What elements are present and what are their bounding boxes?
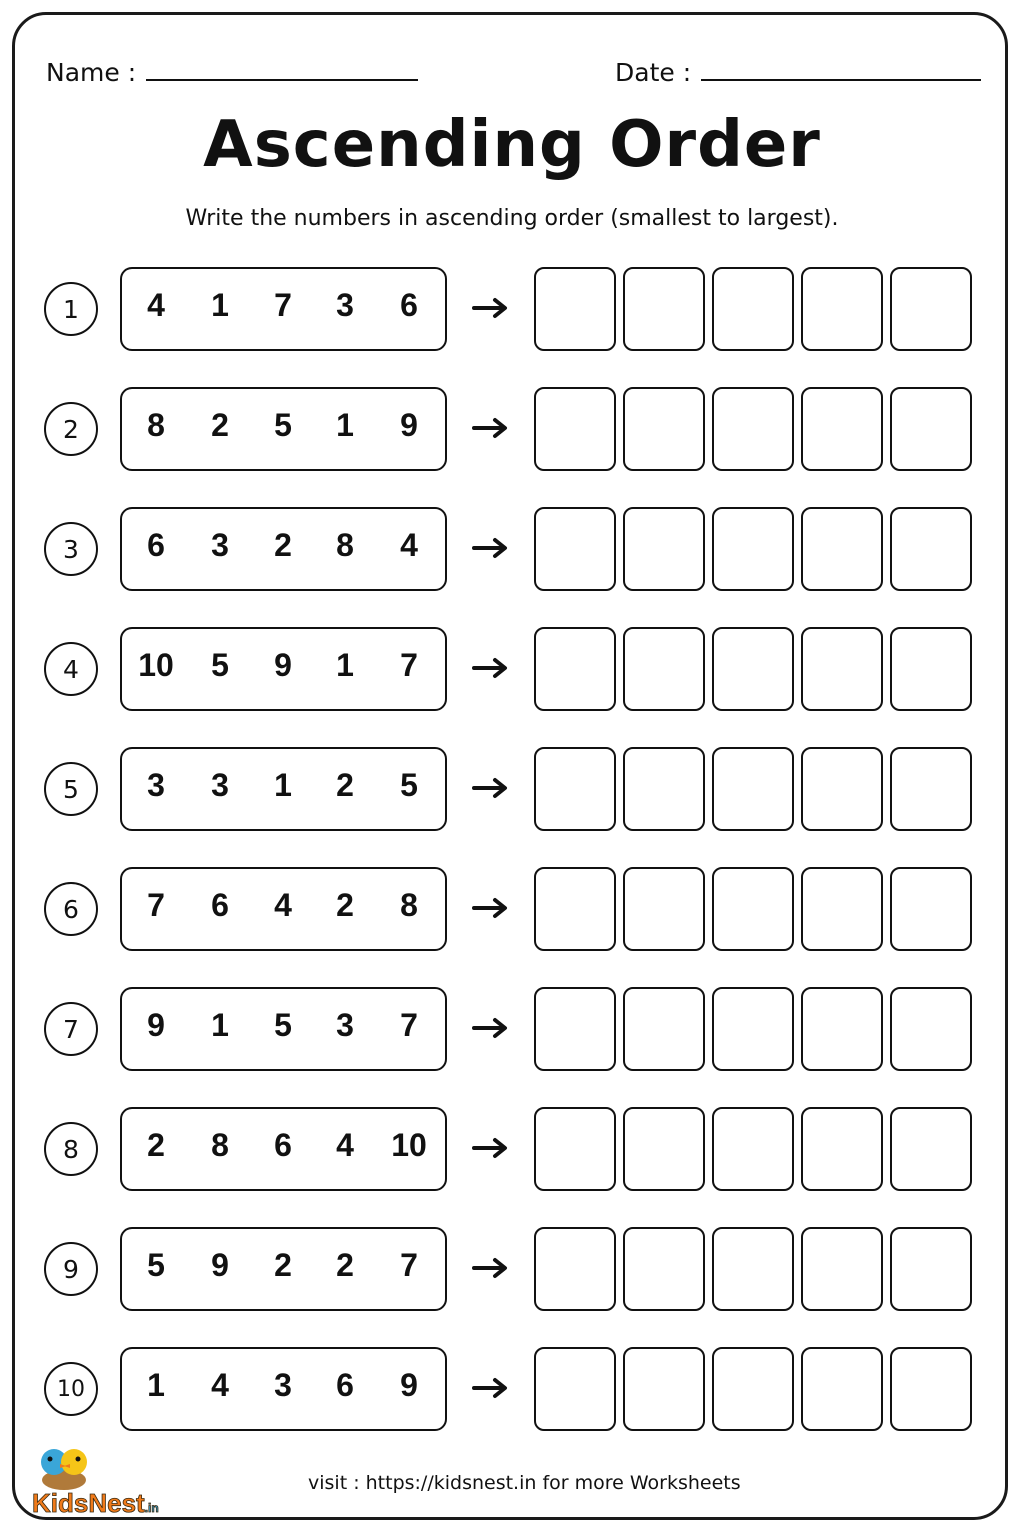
answer-box[interactable]	[623, 1227, 705, 1311]
number-value: 4	[211, 1367, 229, 1403]
arrow-right-icon	[470, 528, 512, 568]
question-row	[0, 627, 1024, 713]
number-value: 6	[147, 527, 165, 563]
answer-box[interactable]	[890, 507, 972, 591]
number-value: 7	[400, 647, 418, 683]
answer-box[interactable]	[801, 267, 883, 351]
answer-box[interactable]	[534, 1347, 616, 1431]
number-value: 7	[147, 887, 165, 923]
answer-box[interactable]	[712, 627, 794, 711]
number-value: 10	[138, 647, 174, 683]
answer-box[interactable]	[712, 507, 794, 591]
arrow-right-icon	[470, 408, 512, 448]
arrow-right-icon	[470, 1128, 512, 1168]
answer-box[interactable]	[712, 867, 794, 951]
question-number: 5	[44, 762, 98, 816]
number-value: 9	[400, 1367, 418, 1403]
question-number: 7	[44, 1002, 98, 1056]
question-row	[0, 747, 1024, 833]
question-row	[0, 267, 1024, 353]
arrow-right-icon	[470, 648, 512, 688]
answer-box[interactable]	[801, 627, 883, 711]
name-label: Name :	[46, 58, 137, 87]
question-number: 3	[44, 522, 98, 576]
number-value: 3	[336, 1007, 354, 1043]
footer-text: visit : https://kidsnest.in for more Worksheets	[308, 1472, 741, 1494]
question-row	[0, 1227, 1024, 1313]
arrow-right-icon	[470, 888, 512, 928]
number-value: 9	[400, 407, 418, 443]
number-value: 4	[274, 887, 292, 923]
number-value: 1	[336, 407, 354, 443]
answer-box[interactable]	[801, 387, 883, 471]
name-field[interactable]	[46, 58, 418, 87]
number-value: 7	[400, 1007, 418, 1043]
number-value: 2	[336, 767, 354, 803]
answer-box[interactable]	[801, 867, 883, 951]
number-value: 5	[274, 1007, 292, 1043]
arrow-right-icon	[470, 1368, 512, 1408]
number-value: 4	[147, 287, 165, 323]
date-label: Date :	[615, 58, 692, 87]
answer-box[interactable]	[623, 747, 705, 831]
question-row	[0, 1107, 1024, 1193]
answer-box[interactable]	[712, 1107, 794, 1191]
date-line[interactable]	[701, 78, 981, 81]
number-value: 2	[274, 527, 292, 563]
number-value: 2	[274, 1247, 292, 1283]
answer-box[interactable]	[712, 1227, 794, 1311]
answer-box[interactable]	[712, 1347, 794, 1431]
answer-box[interactable]	[623, 1347, 705, 1431]
number-value: 6	[400, 287, 418, 323]
question-number: 4	[44, 642, 98, 696]
answer-box[interactable]	[712, 387, 794, 471]
answer-box[interactable]	[534, 867, 616, 951]
answer-box[interactable]	[801, 1347, 883, 1431]
instruction-text: Write the numbers in ascending order (smallest to largest).	[185, 206, 839, 231]
answer-box[interactable]	[623, 267, 705, 351]
answer-box[interactable]	[534, 1227, 616, 1311]
answer-box[interactable]	[890, 867, 972, 951]
number-value: 5	[274, 407, 292, 443]
answer-box[interactable]	[534, 627, 616, 711]
number-value: 3	[211, 767, 229, 803]
question-row	[0, 507, 1024, 593]
date-field[interactable]	[615, 58, 981, 87]
answer-box[interactable]	[623, 507, 705, 591]
arrow-right-icon	[470, 768, 512, 808]
number-value: 7	[400, 1247, 418, 1283]
number-value: 6	[336, 1367, 354, 1403]
question-number: 1	[44, 282, 98, 336]
number-value: 1	[336, 647, 354, 683]
name-line[interactable]	[146, 78, 418, 81]
answer-box[interactable]	[801, 987, 883, 1071]
number-value: 6	[274, 1127, 292, 1163]
question-row	[0, 387, 1024, 473]
number-value: 9	[211, 1247, 229, 1283]
answer-box[interactable]	[801, 507, 883, 591]
answer-box[interactable]	[712, 267, 794, 351]
arrow-right-icon	[470, 1008, 512, 1048]
number-value: 8	[147, 407, 165, 443]
answer-box[interactable]	[890, 267, 972, 351]
answer-box[interactable]	[534, 987, 616, 1071]
answer-box[interactable]	[534, 747, 616, 831]
question-number: 9	[44, 1242, 98, 1296]
number-value: 3	[147, 767, 165, 803]
answer-box[interactable]	[534, 387, 616, 471]
arrow-right-icon	[470, 288, 512, 328]
number-value: 5	[400, 767, 418, 803]
answer-box[interactable]	[801, 1227, 883, 1311]
number-value: 4	[336, 1127, 354, 1163]
number-value: 5	[147, 1247, 165, 1283]
arrow-right-icon	[470, 1248, 512, 1288]
number-value: 1	[211, 1007, 229, 1043]
answer-box[interactable]	[712, 747, 794, 831]
answer-box[interactable]	[890, 1107, 972, 1191]
answer-box[interactable]	[890, 1227, 972, 1311]
number-value: 3	[274, 1367, 292, 1403]
number-value: 1	[147, 1367, 165, 1403]
answer-box[interactable]	[712, 987, 794, 1071]
number-value: 9	[147, 1007, 165, 1043]
number-value: 2	[147, 1127, 165, 1163]
kidsnest-logo	[30, 1440, 180, 1520]
number-value: 2	[336, 887, 354, 923]
logo-text: KidsNest.in	[32, 1488, 159, 1518]
number-value: 8	[336, 527, 354, 563]
number-value: 3	[336, 287, 354, 323]
number-value: 10	[391, 1127, 427, 1163]
answer-box[interactable]	[623, 867, 705, 951]
answer-box[interactable]	[801, 1107, 883, 1191]
answer-box[interactable]	[890, 1347, 972, 1431]
answer-box[interactable]	[623, 987, 705, 1071]
answer-box[interactable]	[890, 987, 972, 1071]
bird-nest-icon	[41, 1449, 87, 1490]
number-value: 8	[211, 1127, 229, 1163]
number-value: 1	[211, 287, 229, 323]
question-number: 8	[44, 1122, 98, 1176]
answer-box[interactable]	[890, 387, 972, 471]
number-value: 2	[336, 1247, 354, 1283]
number-value: 7	[274, 287, 292, 323]
answer-box[interactable]	[534, 507, 616, 591]
number-value: 1	[274, 767, 292, 803]
number-value: 3	[211, 527, 229, 563]
answer-box[interactable]	[890, 747, 972, 831]
question-number: 6	[44, 882, 98, 936]
answer-box[interactable]	[623, 1107, 705, 1191]
answer-box[interactable]	[534, 1107, 616, 1191]
number-value: 8	[400, 887, 418, 923]
answer-box[interactable]	[534, 267, 616, 351]
question-number: 2	[44, 402, 98, 456]
question-row	[0, 987, 1024, 1073]
question-row	[0, 1347, 1024, 1433]
number-value: 9	[274, 647, 292, 683]
answer-box[interactable]	[890, 627, 972, 711]
answer-box[interactable]	[623, 627, 705, 711]
number-value: 6	[211, 887, 229, 923]
page-title: Ascending Order	[203, 108, 821, 182]
number-value: 2	[211, 407, 229, 443]
question-number: 10	[44, 1362, 98, 1416]
number-value: 5	[211, 647, 229, 683]
question-row	[0, 867, 1024, 953]
number-value: 4	[400, 527, 418, 563]
answer-box[interactable]	[623, 387, 705, 471]
answer-box[interactable]	[801, 747, 883, 831]
